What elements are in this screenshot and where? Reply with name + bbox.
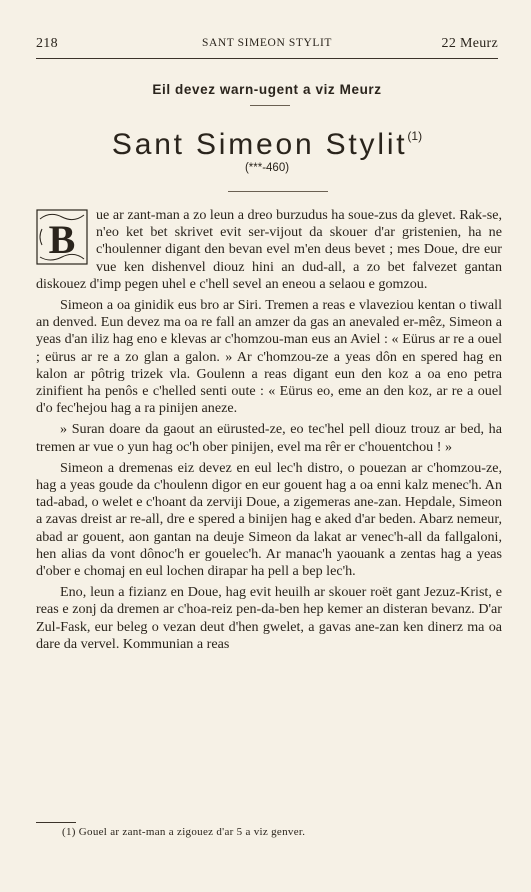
header-rule (36, 58, 498, 59)
paragraph: » Suran doare da gaout an eürusted-ze, eo tec'hel pell diouz trouz ar bed, ha tremen ar vue o yun hag oc'h ober pinijen, evel ma rêr er c'houentchou ! » (36, 421, 502, 455)
kicker-rule (250, 105, 290, 106)
title-footnote-marker: (1) (407, 129, 423, 143)
body-text (36, 207, 502, 657)
footnote: (1) Gouel ar zant-man a zigouez d'ar 5 a viz genver. (62, 826, 306, 838)
dates-rule (228, 191, 328, 192)
dropcap-ornament (36, 209, 88, 265)
page-header (36, 36, 498, 58)
paragraph: Simeon a oa ginidik eus bro ar Siri. Tremen a reas e vlaveziou kentan o tiwall an denved. Eun devez ma oa re fall an amzer da gas an anevaled er-mêz, Simeon a yeas d'an iliz hag eno e klevas ar c'homzou-man eus an Aviel : « Eürus ar re a ouel ; eürus ar re a zo glan a galon. » Ar c'homzou-ze a yeas dôn en spered hag en kalon ar pôtrig trizek vla. Goulenn a reas digant eun den koz a oa eno petra zinifient ha penôs e c'helled senti oute : « Eürus eo, eme an den koz, ar re a ouel d'o fec'hejou hag a ra pinijen aneze. (36, 297, 502, 417)
header-date: 22 Meurz (441, 36, 498, 51)
paragraph: Eno, leun a fizianz en Doue, hag evit heuilh ar skouer roët gant Jezuz-Krist, e reas e zonj da dremen ar c'hoa-reiz pen-da-ben hep kemer an disteran bevanz. D'ar Zul-Fask, eur beleg o vezan deut d'hen gwelet, a gavas ane-zan ken dinerz ma oa dare da vervel. Kommunian a reas (36, 584, 502, 652)
kicker: Eil devez warn-ugent a viz Meurz (152, 82, 382, 97)
paragraph: Simeon a dremenas eiz devez en eul lec'h distro, o pouezan ar c'homzou-ze, hag a yeas goude da c'houlenn digor en eur gouent hag a oa enni kalz menec'h. An tad-abad, o welet e c'hoant da zerviji Doue, a zigemeras ane-zan. Hepdale, Simeon a zavas dreist ar re-all, dre e spered a binijen hag e aked d'ar beden. Abarz nemeur, abad ar gouent, aon gantan na deuje Simeon da lakat ar venec'h-all da fallgaloni, hen alias da vont dônoc'h er gouelec'h. Ar manac'h yaouank a zentas hag a yeas d'ober e chomaj en eul lochen dirapar ha pell a bep lec'h. (36, 459, 502, 580)
page-number: 218 (36, 36, 58, 51)
page-title-block (36, 118, 498, 163)
paragraph (36, 207, 502, 293)
saint-dates: (***-460) (244, 162, 290, 174)
paragraph-text: ue ar zant-man a zo leun a dreo burzudus ha soue-zus da glevet. Rak-se, n'eo ket bet skrivet evit ser-vijout da skouer d'ar gristenien, ha ne c'houlenner digant den bevan evel m'en deus bevet ; mes Doue, dre eur vue ken dishenvel diouz hini an dud-all, a zo bet falvezet gantan diskouez d'imp pegen uhel e c'hell sevel an eneou a selaou e gomzou. (36, 207, 502, 292)
running-title: SANT SIMEON STYLIT (201, 37, 333, 49)
page-title: Sant Simeon Stylit (111, 128, 408, 161)
dropcap-letter: B (48, 217, 76, 262)
footnote-rule (36, 822, 76, 823)
